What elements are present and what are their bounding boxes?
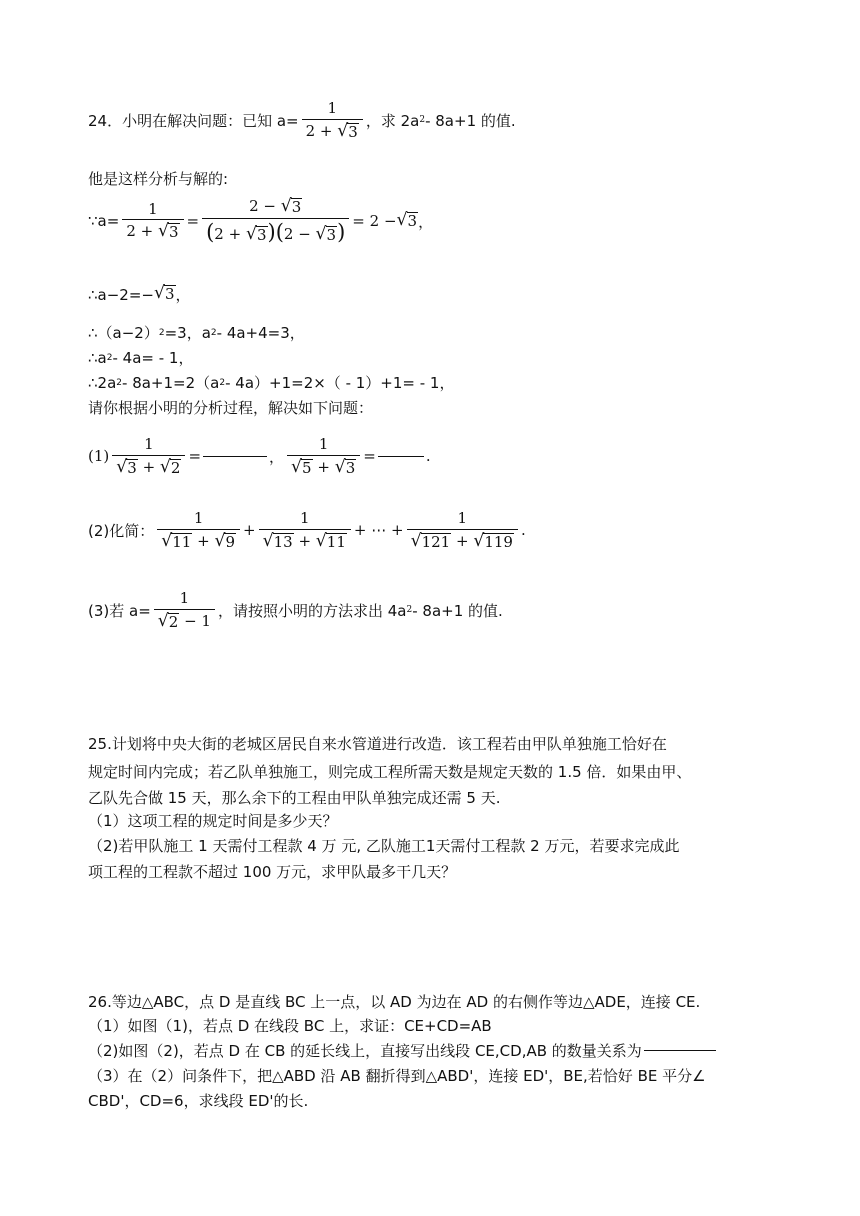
q26-line: （3）在（2）问条件下，把△ABD 沿 AB 翻折得到△ABD'，连接 ED'，BE,若恰好 BE 平分∠ (88, 1067, 706, 1085)
q25-line: 25.计划将中央大街的老城区居民自来水管道进行改造．该工程若由甲队单独施工恰好在 (88, 735, 667, 753)
q24-text: 24．小明在解决问题：已知 a= (88, 111, 299, 130)
answer-blank[interactable] (378, 456, 424, 457)
q26-line: CBD'，CD=6，求线段 ED'的长. (88, 1092, 309, 1110)
answer-blank[interactable] (203, 456, 267, 457)
fraction: 1 √ 3 + √ 2 (112, 436, 185, 477)
fraction: 1 2 + √ 3 (302, 100, 363, 141)
q24-line4: ∴a−2=− √ 3 ， (88, 283, 191, 304)
q26-line: 26.等边△ABC，点 D 是直线 BC 上一点，以 AD 为边在 AD 的右侧作等边△ADE，连接 CE. (88, 993, 701, 1011)
q25-line: 规定时间内完成；若乙队单独施工，则完成工程所需天数是规定天数的 1.5 倍．如果由甲、 (88, 763, 692, 781)
fraction: 1 √ 11 + √ 9 (157, 510, 240, 551)
q25-line: （1）这项工程的规定时间是多少天？ (88, 812, 338, 830)
fraction: 1 2 + √ 3 (122, 201, 183, 242)
q24-line3: ∵a= 1 2 + √ 3 = 2 − √ 3 (2 + √ 3 )(2 − √ 3 ) = 2 − √ 3 ， (88, 196, 434, 245)
q25-line: （2)若甲队施工 1 天需付工程款 4 万 元, 乙队施工1天需付工程款 2 万元，若要求完成此 (88, 837, 680, 855)
fraction: 2 − √ 3 (2 + √ 3 )(2 − √ 3 ) (202, 198, 349, 245)
answer-blank[interactable] (644, 1050, 716, 1051)
q24-line8: 请你根据小明的分析过程，解决如下问题： (88, 399, 374, 417)
q24-line7: ∴2a 2 - 8a+1=2（a 2 - 4a）+1=2×（ - 1）+1= - 1， (88, 373, 455, 392)
q24-part1: (1) 1 √ 3 + √ 2 = ， 1 √ 5 + √ 3 = . (88, 435, 431, 477)
q25-line: 项工程的工程款不超过 100 万元，求甲队最多干几天？ (88, 863, 457, 881)
q24-part2: (2)化简： 1 √ 11 + √ 9 + 1 √ 13 + √ 11 + ⋯ + 1 √ 121 + √ 119 . (88, 509, 526, 551)
fraction: 1 √ 2 − 1 (154, 590, 215, 631)
q24-line6: ∴a 2 - 4a= - 1， (88, 348, 194, 367)
fraction: 1 √ 121 + √ 119 (407, 510, 518, 551)
q25-line: 乙队先合做 15 天，那么余下的工程由甲队单独完成还需 5 天. (88, 789, 501, 807)
q26-line: （2)如图（2)，若点 D 在 CB 的延长线上，直接写出线段 CE,CD,AB 的数量关系为 (88, 1040, 718, 1061)
q24-line2: 他是这样分析与解的: (88, 170, 229, 188)
q24-part3: (3)若 a= 1 √ 2 − 1 ，请按照小明的方法求出 4a 2 - 8a+1 的值. (88, 589, 503, 631)
fraction: 1 √ 5 + √ 3 (287, 436, 360, 477)
q24-line1: 24．小明在解决问题：已知 a= 1 2 + √ 3 ，求 2a 2 - 8a+1 的值. (88, 99, 516, 141)
fraction: 1 √ 13 + √ 11 (259, 510, 351, 551)
q26-line: （1）如图（1)，若点 D 在线段 BC 上，求证：CE+CD=AB (88, 1017, 492, 1035)
q24-line5: ∴（a−2） 2 =3，a 2 - 4a+4=3， (88, 324, 305, 342)
